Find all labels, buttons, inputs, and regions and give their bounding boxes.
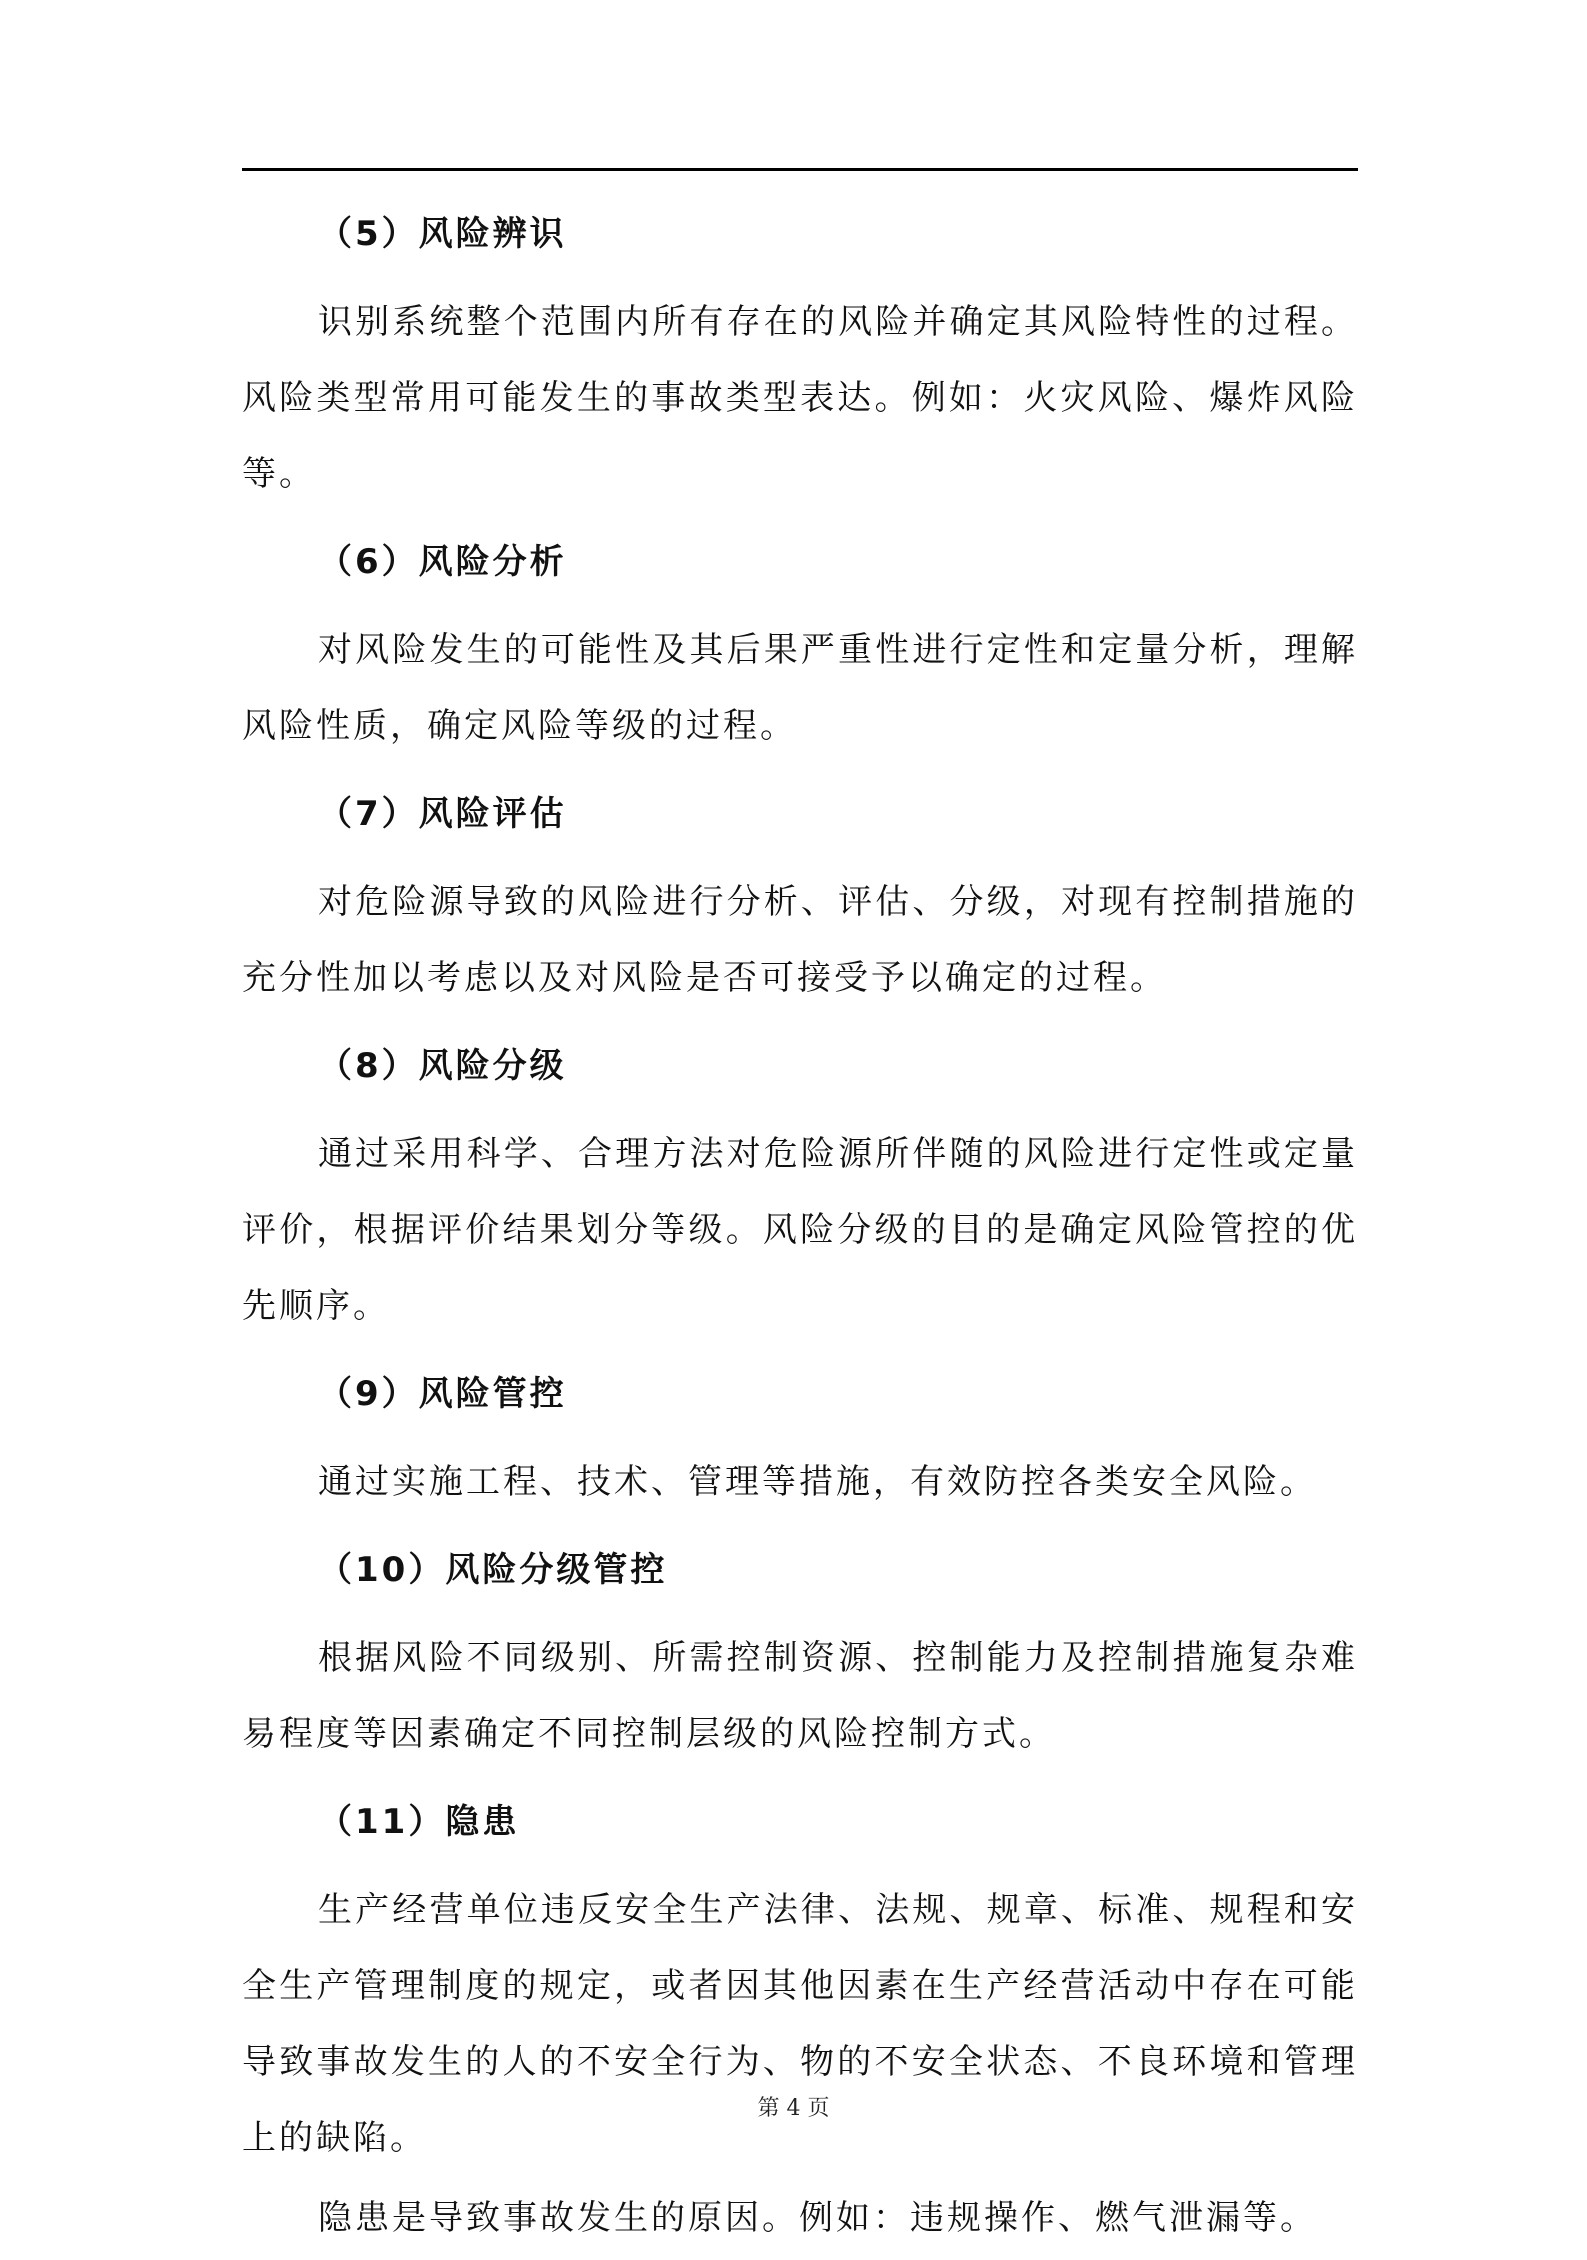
section-heading-graded-risk-control: （10）风险分级管控 [318,1550,668,1590]
section-heading-risk-assessment: （7）风险评估 [318,794,567,834]
section-paragraph: 对风险发生的可能性及其后果严重性进行定性和定量分析，理解风险性质，确定风险等级的过程。 [242,630,1358,746]
section-heading-risk-analysis: （6）风险分析 [318,542,567,582]
section-heading-risk-identification: （5）风险辨识 [318,214,567,254]
section-heading-risk-control: （9）风险管控 [318,1374,567,1414]
section-paragraph: 通过采用科学、合理方法对危险源所伴随的风险进行定性或定量评价，根据评价结果划分等级。风险分级的目的是确定风险管控的优先顺序。 [242,1134,1358,1326]
section-paragraph: 根据风险不同级别、所需控制资源、控制能力及控制措施复杂难易程度等因素确定不同控制层级的风险控制方式。 [242,1638,1358,1754]
section-paragraph: 生产经营单位违反安全生产法律、法规、规章、标准、规程和安全生产管理制度的规定，或者因其他因素在生产经营活动中存在可能导致事故发生的人的不安全行为、物的不安全状态、不良环境和管理上的缺陷。 [242,1890,1358,2158]
section-paragraph: 识别系统整个范围内所有存在的风险并确定其风险特性的过程。风险类型常用可能发生的事故类型表达。例如：火灾风险、爆炸风险等。 [242,302,1358,494]
header-rule [242,168,1358,171]
section-heading-risk-grading: （8）风险分级 [318,1046,567,1086]
section-paragraph: 对危险源导致的风险进行分析、评估、分级，对现有控制措施的充分性加以考虑以及对风险是否可接受予以确定的过程。 [242,882,1358,998]
section-heading-hidden-danger: （11）隐患 [318,1802,520,1842]
page-number: 第 4 页 [757,2096,830,2121]
section-paragraph: 隐患是导致事故发生的原因。例如：违规操作、燃气泄漏等。 [318,2198,1317,2238]
section-paragraph: 通过实施工程、技术、管理等措施，有效防控各类安全风险。 [318,1462,1317,1502]
document-body [242,190,1358,2260]
